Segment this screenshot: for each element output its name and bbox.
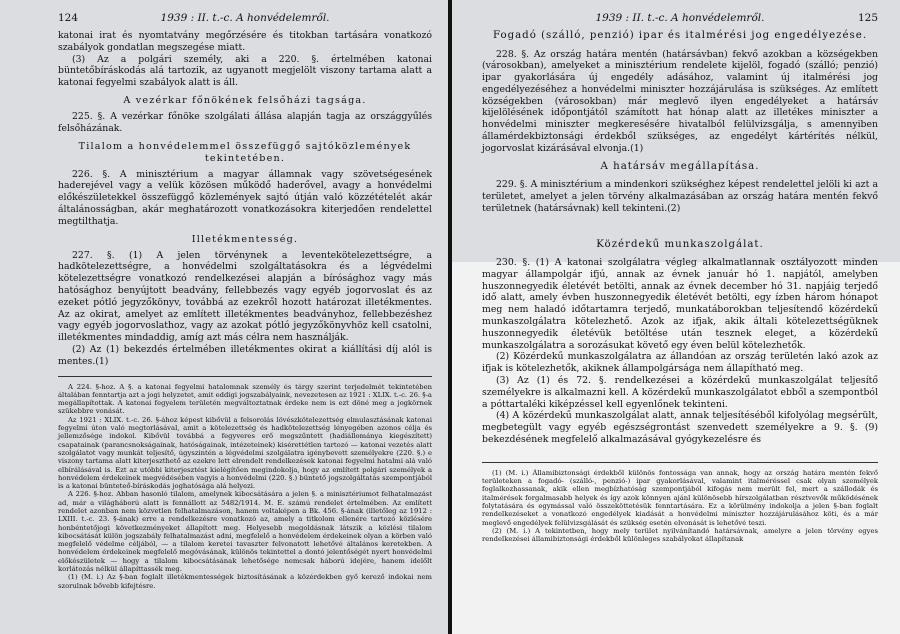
- section-228: 228. §. Az ország határa mentén (határsávban) fekvő azokban a községekben (városokban), amelyeket a minisztérium rendelete kijelöl, fogadó (szálló; penzió) ipar gyakorlására új engedély adásához, valamint új italmérési jog engedélyezéséhez a honvédelmi miniszter hozzájárulása is szükséges. Az említett községekben (városokban) már meglevő ilyen engedélyeket a határsáv kijelölésének időpontjától számított hat hónap alatt az illetékes miniszter a honvédelmi miniszter megkeresésére hivatalból felülvizsgálja, s amennyiben államérdekbiztonsági érdekből szükséges, az engedélyt kártérítés nélkül, jogorvoslat kizárásával elvonja.(1): [482, 48, 878, 154]
- left-head-title: 1939 : II. t.-c. A honvédelemről.: [160, 12, 330, 24]
- section-230: 230. §. (1) A katonai szolgálatra végleg alkalmatlannak osztályozott minden magyar állampolgár ifjú, annak az évnek január hó 1. napjától, amelyben huszonnegyedik életévét betölti, annak az évnek december hó 31. napjáig terjedő idő alatt, amely évben huszonnegyedik életévét betölti, egy ízben három hónapot meg nem haladó időtartamra terjedő, munkatáborokban teljesítendő közérdekű munkaszolgálatra kötelezhető. Azok az ifjak, akik általi kötelezettségüknek huszonnegyedik életévük betöltése után tesznek eleget, a közérdekű munkaszolgálatra a sorozásukat követő egy éven belül kötelezhetők.: [482, 257, 878, 351]
- section-230-2: (2) Közérdekű munkaszolgálatra az állandóan az ország területén lakó azok az ifjak is kötelezhetők, akiknek állampolgársága nem állapítható meg.: [482, 351, 878, 375]
- footnote-226: A 226. §-hoz. Abban hasonló tilalom, amelynek kibocsátására a jelen §. a minisztériumot felhatalmazást ad, már a világháború alatt is fennállott az 5482/1914. M. E. számú rendelet értelmében. Az említett rendelet azonban nem közvetlen felhatalmazáson, hanem voltaképen a Bk. 456. §-ának (illetőleg az 1912 : LXIII. t.-c. 23. §-ának) erre a rendelkezésre vonatkozó az, amely a titkolom ellenére tartozó közlésére honbéntetőjogi következményeket állapított meg. Helyesebb megoldásnak látszik a közlési tilalom kibocsátását külön jogszabály felhatalmazást adni, megfelelő a honvédelem érdekeinek olyan a körben való megfelelő védelme céljából, — a tilalom keretei tavaszter felvonatott lehetővé általános keretekben. A honvédelem érdekeinek megfelelő megóvásának, különös tekintettel a dontó jelentőségét nyert honvédelmi előkészületek — hogy a tilalom kibocsátásának lehetősége nemcsak háború idejére, hanem idelőlt korlátozás nélkül állapíttassék meg.: [58, 490, 432, 574]
- footnote-224: A 224. §-hoz. A §. a katonai fegyelmi hatalomnak személy és tárgy szerint terjedelmét tekintetében általában fenntartja azt a jogi helyzetet, amit eddigi jogszabályaink, nevezetesen az 1921 : XLIX. t.-c. 26. §-a megállapítottak. A katonai fegyelem területén megváltoztatnak érdeke nem is ezt döné meg a jogkörnek szükebbre vonását.: [58, 382, 432, 416]
- left-page: [0, 0, 448, 634]
- heading-public-labour: Közérdekű munkaszolgálat.: [596, 238, 764, 250]
- section-230-4: (4) A közérdekű munkaszolgálat alatt, annak teljesítéséből kifolyólag megsérült, megbetegült vagy egyéb egészségrontást szenvedett személyekre a 9. §. (9) bekezdésének megfelelő alkalmazásával gyógykezelésre és: [482, 410, 878, 446]
- right-page: [452, 0, 900, 634]
- left-running-head: [58, 12, 432, 24]
- right-page-number: 125: [857, 12, 878, 24]
- section-225: 225. §. A vezérkar főnöke szolgálati állása alapján tagja az országgyűlés felsőházának.: [58, 110, 432, 134]
- footnote-228: (1) (M. i.) Államibiztonsági érdekből különös fontossága van annak, hogy az ország határa mentén fekvő területeken a fogadó- (szálló-, penzió-) ipar gyakorlásával, valamint italméréssel csak olyan személyek foglalkozhassanak, akik ellen megbízhatóság szempontjából kifogás nem merült fel, mert a szállodák és italmérések forgalmasabb helyek és így azok könnyen ajánl különösebb hírszolgálatban résztvevők működésének folytatására és egymással való összeköttetésük fenntartására. Ez a körülmény indokolja a jelen §-ban foglalt rendelkezéseket a vonatkozó engedélyek kiadását a honvédelmi miniszter hozzájárulásához köti, és a már meglevő engedélyek felülvizsgálását és szükség esetén elvonását is lehetővé teszi.: [482, 468, 878, 527]
- section-227-2: (2) Az (1) bekezdés értelmében illetékmentes okirat a kiállítási díj alól is mentes.(1): [58, 343, 432, 367]
- heading-chief-of-staff: A vezérkar főnökének felsőházi tagsága.: [123, 94, 367, 106]
- section-226: 226. §. A minisztérium a magyar államnak vagy szövetségesének haderejével vagy a velük közösen működő haderővel, avagy a honvédelmi előkészületekkel összefüggő közlemények sajtó útján való közzétételét akár általánosságban, akár meghatározott vonatkozásokra kiterjedően rendelettel megtilthatja.: [58, 168, 432, 227]
- right-footnotes: [482, 469, 878, 544]
- section-227: 227. §. (1) A jelen törvénynek a leventekötelezettségre, a hadkötelezettségre, a honvédelmi szolgáltatásokra és a légvédelmi kötelezettségre vonatkozó rendelkezései alapján a bírósághoz vagy más hatósághoz benyújtott beadvány, fellebbezés vagy egyéb jogorvoslat és az ezeket pótló jegyzőkönyv, továbbá az ezekről hozott határozat illetékmentes. Az az okirat, amelyet az említett illetékmentes beadványhoz, fellebbezéshez vagy egyéb jogorvoslathoz, vagy az azokat pótló jegyzőkönyvhöz kell csatolni, illetékmentes mindaddig, amíg azt más célra nem használják.: [58, 249, 432, 344]
- footnote-227: (1) (M. i.) Az §-ban foglalt illetékmentességek biztosításának a közérdekben győ kerező indokai nem szorulnak bővebb kifejtésre.: [58, 573, 432, 590]
- left-footnotes: [58, 383, 432, 590]
- left-paragraph-intro: katonai irat és nyomtatvány megőrzésére és titokban tartására vonatkozó szabályok gondatlan megszegése miatt.: [58, 30, 432, 53]
- section-229: 229. §. A minisztérium a mindenkori szükséghez képest rendelettel jelöli ki azt a területet, amelyet a jelen törvény alkalmazásában az ország határa mentén fekvő területnek (határsávnak) kell tekinteni.(2): [482, 179, 878, 214]
- heading-fee-exemption: Illetékmentesség.: [191, 233, 299, 245]
- footnote-divider: [58, 376, 432, 377]
- left-page-number: 124: [58, 12, 79, 24]
- heading-border-zone: A határsáv megállapítása.: [600, 160, 760, 172]
- left-paragraph-3: (3) Az a polgári személy, aki a 220. §. értelmében katonai büntetőbíráskodás alá tartozik, az ugyanott megjelölt viszony tartama alatt a katonai fegyelmi szabályok alatt is áll.: [58, 53, 432, 89]
- right-running-head: [482, 12, 878, 24]
- section-230-3: (3) Az (1) és 72. §. rendelkezései a közérdekű munkaszolgálat teljesítő személyekre is alkalmazni kell. A közérdekű munkaszolgálatot ebből a szempontból a póttartaléki kiképzéssel kell egyenlőnek tekinteni.: [482, 375, 878, 410]
- heading-hotel-licence: Fogadó (szálló, penzió) ipar és italmérési jog engedélyezése.: [492, 30, 868, 41]
- footnote-224-b: Az 1921 : XLIX. t.-c. 26. §-ához képest kibővül a felsorolás lövészkötelezettség elmulasztásának katonai fegyelmi úton való megtorlásával, amit a kötelezettség és hadkötelezettség lényegében azonos célja és jellemzősége indokol. Kibővül továbbá a fegyveres erő megszűntett (hadiállománya kiegészített) csapatainak (parancsnokságainak, hatóságainak, intézeteinek) kisérettétlen tartozó — katonai vezetés alatt szolgálatot vagy munkát teljesítő, úgyszintén a légvédelmi szolgálatra igénybevett személyekre (220. §.) e viszony tartama alatt kiterjeszthető az ezekre lett elrendelt rendelkezések katonai fegyelmi hatalmi alá való elbírálásával is. Ezt az utóbbi kiterjesztést kielégítően megindokolja, hogy az említett polgári személyek a honvédelem érdekeinek megvédésében vagyis a honvédelmi (220. §.) büntető jogszolgáltatás szempontjából is a katonai bünteteő-bíráskodás joghatósága alá helyezi.: [58, 415, 432, 491]
- right-head-title: 1939 : II. t.-c. A honvédelemről.: [595, 12, 765, 24]
- footnote-229: (2) (M. i.) A tekintetben, hogy mely terület nyilvánítandó határsávnak, amelyre a jelen törvény egyes rendelkezései államibiztonsági érdekből különleges szabályokat állapítanak: [482, 526, 878, 544]
- heading-press-ban: Tilalom a honvédelemmel összefüggő sajtóközlemények tekintetében.: [78, 140, 412, 164]
- right-footnote-divider: [482, 462, 878, 463]
